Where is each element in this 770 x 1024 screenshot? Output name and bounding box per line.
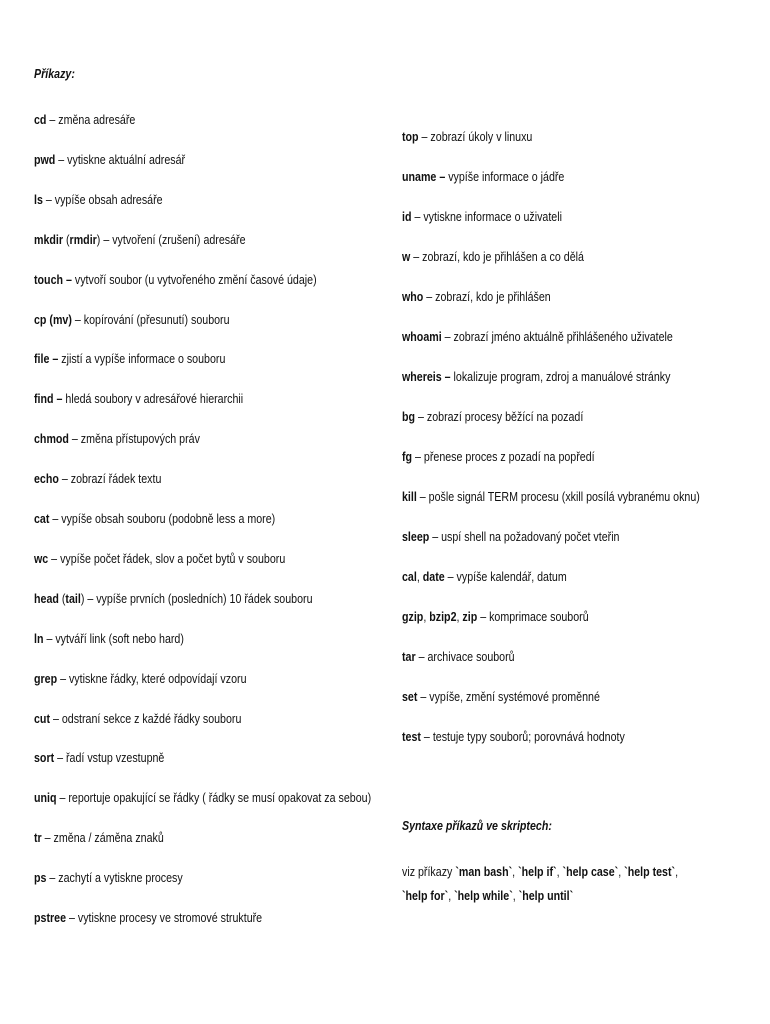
command-description: – vytiskne aktuální adresář xyxy=(55,151,186,167)
command-line xyxy=(402,729,625,745)
command-name: whereis – xyxy=(402,369,451,384)
command-description: , xyxy=(618,864,625,879)
command-name: zip xyxy=(462,609,478,624)
command-description: ) – vypíše prvních (posledních) 10 řádek souboru xyxy=(80,590,313,606)
command-name: pstree xyxy=(34,910,67,925)
command-description: – změna adresáře xyxy=(46,112,136,127)
command-name: rmdir xyxy=(69,231,97,247)
command-name: set xyxy=(402,689,418,704)
command-description: – vytváří link (soft nebo hard) xyxy=(43,630,184,646)
command-line xyxy=(34,232,246,248)
command-description: – změna přístupových práv xyxy=(68,431,200,447)
command-description: , xyxy=(675,864,679,879)
command-line xyxy=(402,489,700,505)
command-name: w xyxy=(402,249,411,264)
command-description: – vypíše, změní systémové proměnné xyxy=(417,689,600,704)
command-name: ps xyxy=(34,870,47,886)
command-name: bg xyxy=(402,409,416,424)
command-line xyxy=(402,409,583,425)
command-line xyxy=(402,129,532,145)
command-name: `help case` xyxy=(562,864,619,879)
command-line xyxy=(402,649,515,665)
command-line xyxy=(34,152,185,168)
command-line xyxy=(402,329,673,345)
command-description: – zobrazí jméno aktuálně přihlášeného uživatele xyxy=(441,329,673,344)
command-name: cut xyxy=(34,710,50,726)
command-line xyxy=(34,631,184,647)
command-name: id xyxy=(402,209,412,224)
command-name: tail xyxy=(65,590,81,606)
command-name: uname – xyxy=(402,169,446,184)
command-name: top xyxy=(402,129,419,144)
command-description: – uspí shell na požadovaný počet vteřin xyxy=(429,529,620,544)
command-line xyxy=(402,689,600,705)
command-line xyxy=(34,591,313,607)
command-description: – reportuje opakující se řádky ( řádky se musí opakovat za sebou) xyxy=(56,790,372,806)
command-line xyxy=(34,711,241,727)
command-description: – vypíše obsah adresáře xyxy=(42,191,163,207)
command-name: chmod xyxy=(34,431,69,447)
command-name: cat xyxy=(34,511,50,526)
command-line xyxy=(402,289,551,305)
command-line xyxy=(34,551,285,567)
command-name: pwd xyxy=(34,151,56,167)
command-name: `help while` xyxy=(454,888,513,903)
command-description: viz příkazy xyxy=(402,864,456,879)
command-line xyxy=(34,431,200,447)
command-line xyxy=(34,391,243,407)
command-description: – vypíše obsah souboru (podobně less a more) xyxy=(49,511,276,526)
command-line xyxy=(34,351,225,367)
command-line xyxy=(34,312,230,328)
command-description: – testuje typy souborů; porovnává hodnoty xyxy=(420,729,625,744)
command-name: cp (mv) xyxy=(34,311,72,327)
command-line xyxy=(402,449,595,465)
command-description: – komprimace souborů xyxy=(477,609,589,624)
command-line xyxy=(402,209,562,225)
command-description: vytvoří soubor (u vytvořeného změní časové údaje) xyxy=(71,271,317,287)
command-name: test xyxy=(402,729,421,744)
command-description: , xyxy=(423,609,430,624)
command-name: ln xyxy=(34,630,44,646)
command-name: whoami xyxy=(402,329,442,344)
command-line xyxy=(402,529,619,545)
command-name: `man bash` xyxy=(455,864,513,879)
command-description: ) – vytvoření (zrušení) adresáře xyxy=(96,231,246,247)
command-name: `help until` xyxy=(518,888,574,903)
command-name: file – xyxy=(34,351,59,367)
command-line xyxy=(34,830,164,846)
command-line xyxy=(34,511,275,527)
command-line xyxy=(34,870,183,886)
page-heading: Příkazy: xyxy=(34,66,75,81)
command-line xyxy=(402,249,584,265)
command-line xyxy=(402,369,670,385)
command-description: – řadí vstup vzestupně xyxy=(54,750,165,766)
command-description: – zobrazí řádek textu xyxy=(58,471,162,487)
command-description: vypíše informace o jádře xyxy=(445,169,565,184)
command-description: – zachytí a vytiskne procesy xyxy=(46,870,183,886)
command-description: – archivace souborů xyxy=(415,649,515,664)
command-name: uniq xyxy=(34,790,57,806)
command-name: `help if` xyxy=(518,864,557,879)
command-description: – pošle signál TERM procesu (xkill posílá vybranému oknu) xyxy=(416,489,700,504)
command-description: – změna / záměna znaků xyxy=(41,830,164,846)
command-name: bzip2 xyxy=(429,609,457,624)
command-name: fg xyxy=(402,449,413,464)
command-description: , xyxy=(556,864,563,879)
command-description: , xyxy=(448,888,455,903)
command-name: sleep xyxy=(402,529,430,544)
command-line xyxy=(34,671,247,687)
command-name: find – xyxy=(34,391,63,407)
command-description: , xyxy=(416,569,423,584)
command-line xyxy=(402,609,589,625)
syntax-text xyxy=(402,860,697,908)
command-description: hledá soubory v adresářové hierarchii xyxy=(62,391,244,407)
command-name: touch – xyxy=(34,271,72,287)
command-description: – odstraní sekce z každé řádky souboru xyxy=(49,710,242,726)
command-name: grep xyxy=(34,670,58,686)
command-name: ls xyxy=(34,191,43,207)
command-description: lokalizuje program, zdroj a manuálové stránky xyxy=(450,369,671,384)
command-name: date xyxy=(422,569,445,584)
command-description: zjistí a vypíše informace o souboru xyxy=(58,351,226,367)
command-line xyxy=(34,471,161,487)
command-description: – zobrazí úkoly v linuxu xyxy=(418,129,533,144)
command-line xyxy=(34,112,135,128)
command-description: – vytiskne řádky, které odpovídají vzoru xyxy=(57,670,247,686)
command-description: – vypíše kalendář, datum xyxy=(444,569,567,584)
command-line xyxy=(34,192,163,208)
command-name: cal xyxy=(402,569,417,584)
command-name: echo xyxy=(34,471,59,487)
command-description: , xyxy=(512,888,519,903)
command-name: cd xyxy=(34,112,47,127)
command-description: – kopírování (přesunutí) souboru xyxy=(71,311,230,327)
command-name: wc xyxy=(34,550,49,566)
command-description: ( xyxy=(58,590,66,606)
command-name: sort xyxy=(34,750,55,766)
command-name: gzip xyxy=(402,609,424,624)
command-description: – zobrazí, kdo je přihlášen xyxy=(423,289,551,304)
command-name: `help test` xyxy=(624,864,676,879)
command-line xyxy=(34,790,371,806)
command-description: – vytiskne procesy ve stromové struktuře xyxy=(66,910,263,925)
command-line xyxy=(402,569,567,585)
command-description: – vytiskne informace o uživateli xyxy=(411,209,562,224)
command-name: tr xyxy=(34,830,42,846)
command-line xyxy=(34,910,262,926)
syntax-heading: Syntaxe příkazů ve skriptech: xyxy=(402,818,552,833)
command-description: – zobrazí procesy běžící na pozadí xyxy=(415,409,584,424)
command-description: ( xyxy=(63,231,70,247)
command-name: head xyxy=(34,590,59,606)
command-line xyxy=(34,272,317,288)
command-line xyxy=(402,169,564,185)
command-name: `help for` xyxy=(402,888,449,903)
command-description: – zobrazí, kdo je přihlášen a co dělá xyxy=(410,249,584,264)
command-name: mkdir xyxy=(34,231,64,247)
command-description: , xyxy=(456,609,463,624)
command-name: tar xyxy=(402,649,416,664)
command-name: who xyxy=(402,289,424,304)
command-name: kill xyxy=(402,489,417,504)
command-description: – vypíše počet řádek, slov a počet bytů v souboru xyxy=(48,550,286,566)
command-line xyxy=(34,750,164,766)
command-description: – přenese proces z pozadí na popředí xyxy=(412,449,595,464)
command-description: , xyxy=(512,864,519,879)
